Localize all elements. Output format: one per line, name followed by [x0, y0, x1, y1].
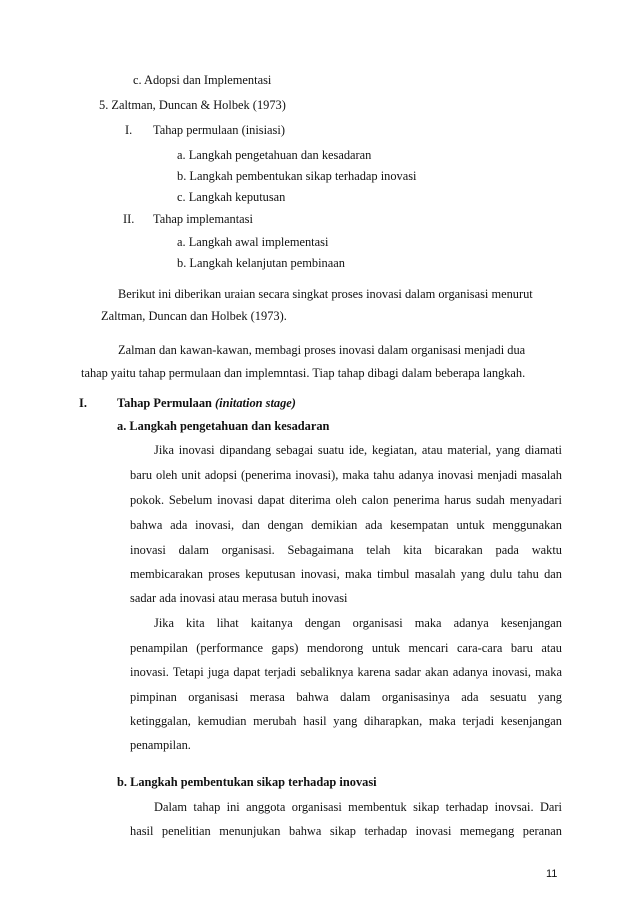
section1-numeral: I. [79, 396, 87, 410]
stage1-step-a: a. Langkah pengetahuan dan kesadaran [177, 148, 372, 162]
step-a-para1-line6: membicarakan proses keputusan inovasi, maka timbul masalah yang dulu tahu dan [130, 567, 562, 581]
intro-p2-line2: tahap yaitu tahap permulaan dan implemntasi. Tiap tahap dibagi dalam beberapa langkah. [81, 366, 526, 380]
step-a-para2-line1: Jika kita lihat kaitanya dengan organisasi maka adanya kesenjangan [154, 616, 562, 630]
stage2-step-a: a. Langkah awal implementasi [177, 235, 329, 249]
stage1-step-b: b. Langkah pembentukan sikap terhadap inovasi [177, 169, 417, 183]
step-a-para1-line2: baru oleh unit adopsi (penerima inovasi), maka tahu adanya inovasi menjadi masalah [130, 468, 562, 482]
step-b-heading: b. Langkah pembentukan sikap terhadap inovasi [117, 775, 377, 789]
intro-p2-line1: Zalman dan kawan-kawan, membagi proses inovasi dalam organisasi menjadi dua [118, 343, 526, 357]
section1-title [117, 395, 296, 411]
intro-p1-line2: Zaltman, Duncan dan Holbek (1973). [101, 309, 287, 323]
stage2-numeral: II. [123, 212, 135, 226]
section1-subtitle: (initation stage) [215, 396, 296, 410]
step-a-para1-line3: pokok. Sebelum inovasi dapat diterima oleh calon penerima harus sudah menyadari [130, 493, 562, 507]
step-a-para1-line1: Jika inovasi dipandang sebagai suatu ide, kegiatan, atau material, yang diamati [154, 443, 562, 457]
stage1-step-c: c. Langkah keputusan [177, 190, 286, 204]
outline-item-c: c. Adopsi dan Implementasi [133, 73, 272, 87]
stage1-numeral: I. [125, 123, 133, 137]
step-a-para1-line5: inovasi dalam organisasi. Sebagaimana telah kita bicarakan pada waktu [130, 543, 562, 557]
outline-item-5: 5. Zaltman, Duncan & Holbek (1973) [99, 98, 286, 112]
section1-title-text: Tahap Permulaan [117, 396, 212, 410]
step-b-para-line1: Dalam tahap ini anggota organisasi membentuk sikap terhadap inovsai. Dari [154, 800, 562, 814]
step-b-para-line2: hasil penelitian menunjukan bahwa sikap terhadap inovasi memegang peranan [130, 824, 562, 838]
stage2-step-b: b. Langkah kelanjutan pembinaan [177, 256, 345, 270]
stage2-label: Tahap implemantasi [153, 212, 253, 226]
step-a-para2-line5: ketinggalan, kemudian merubah hasil yang diharapkan, maka terjadi kesenjangan [130, 714, 562, 728]
intro-p1-line1: Berikut ini diberikan uraian secara singkat proses inovasi dalam organisasi menurut [118, 287, 533, 301]
step-a-para1-line4: bahwa ada inovasi, dan dengan demikian ada kesempatan untuk menggunakan [130, 518, 562, 532]
step-a-para1-line7: sadar ada inovasi atau merasa butuh inovasi [130, 591, 348, 605]
step-a-para2-line4: pimpinan organisasi merasa bahwa dalam organisasinya ada sesuatu yang [130, 690, 562, 704]
stage1-label: Tahap permulaan (inisiasi) [153, 123, 285, 137]
step-a-para2-line3: inovasi. Tetapi juga dapat terjadi sebaliknya karena sadar akan adanya inovasi, maka [130, 665, 562, 679]
page-number: 11 [546, 868, 558, 880]
step-a-para2-line2: penampilan (performance gaps) mendorong untuk mencari cara-cara baru atau [130, 641, 562, 655]
step-a-heading: a. Langkah pengetahuan dan kesadaran [117, 419, 330, 433]
step-a-para2-line6: penampilan. [130, 738, 191, 752]
